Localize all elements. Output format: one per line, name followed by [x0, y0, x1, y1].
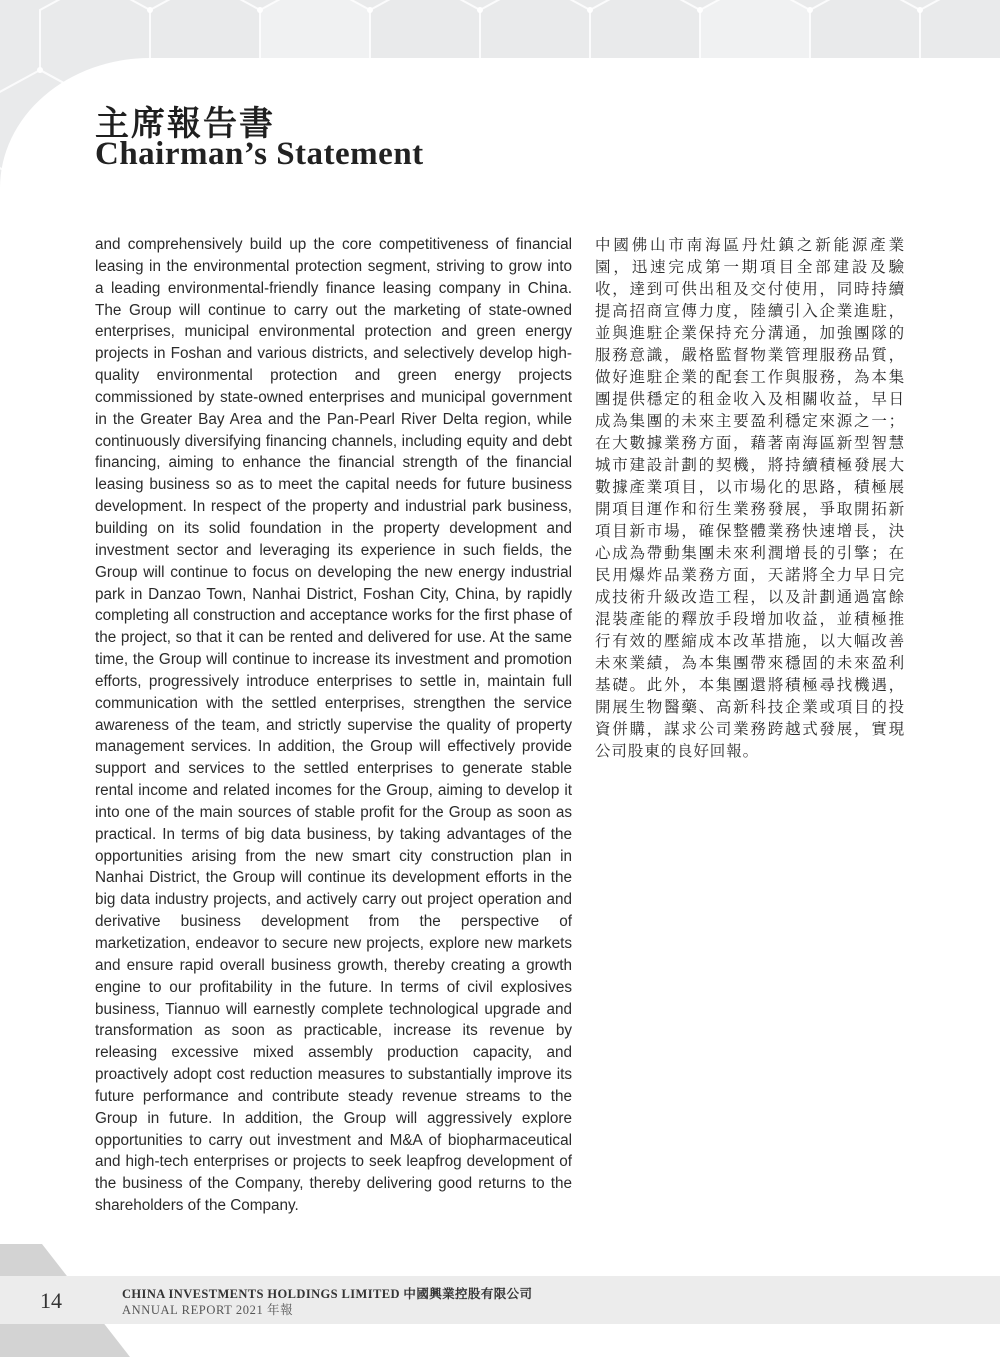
- footer-report-label: ANNUAL REPORT 2021 年報: [122, 1303, 294, 1317]
- page-title-english: Chairman’s Statement: [95, 136, 424, 172]
- page-number: 14: [40, 1288, 62, 1313]
- english-body-text: and comprehensively build up the core competitiveness of financial leasing in the environmental protection segment, striving to grow into a leading environmental-friendly finance leasing company in China. The Group will continue to carry out the marketing of state-owned enterprises, municipal environmental protection and green energy projects in Foshan and various districts, and selectively develop high-quality environmental protection and green energy projects commissioned by state-owned enterprises and municipal government in the Greater Bay Area and the Pan-Pearl River Delta region, while continuously diversifying financing channels, including equity and debt financing, aiming to enhance the financial strength of the financial leasing business so as to meet the capital needs for future business development. In respect of the property and industrial park business, building on its solid foundation in the property development and investment sector and leveraging its experience in such fields, the Group will continue to focus on developing the new energy industrial park in Danzao Town, Nanhai District, Foshan City, China, by rapidly completing all construction and acceptance works for the first phase of the project, so that it can be rented and delivered for use. At the same time, the Group will continue to increase its investment and promotion efforts, progressively introduce enterprises to settle in, maintain full communication with the settled enterprises, strengthen the service awareness of the team, and strictly supervise the quality of property management services. In addition, the Group will effectively provide support and services to the settled enterprises to generate stable rental income and related incomes for the Group, aiming to develop it into one of the main sources of stable profit for the Group as soon as practical. In terms of big data business, by taking advantages of the opportunities arising from the new smart city construction plan in Nanhai District, the Group will continue its development efforts in the big data industry projects, and actively carry out project operation and derivative business development from the perspective of marketization, endeavor to secure new projects, explore new markets and ensure rapid overall business growth, thereby creating a growth engine to our profitability in the future. In terms of civil explosives business, Tiannuo will earnestly complete technological upgrade and transformation as soon as practicable, increase its revenue by releasing excessive mixed assembly production capacity, and proactively adopt cost reduction measures to substantially improve its future performance and contribute steady revenue streams to the Group in future. In addition, the Group will aggressively explore opportunities to carry out investment and M&A of biopharmaceutical and high-tech enterprises or projects to seek leapfrog development of the business of the Company, thereby delivering good returns to the shareholders of the Company.: [95, 236, 572, 1215]
- chinese-body-text: 中國佛山市南海區丹灶鎮之新能源產業園，迅速完成第一期項目全部建設及驗收，達到可供出租及交付使用，同時持續提高招商宣傳力度，陸續引入企業進駐，並與進駐企業保持充分溝通，加強團隊的服務意識，嚴格監督物業管理服務品質，做好進駐企業的配套工作與服務，為本集團提供穩定的租金收入及相關收益，早日成為集團的未來主要盈利穩定來源之一；在大數據業務方面，藉著南海區新型智慧城市建設計劃的契機，將持續積極發展大數據產業項目，以市場化的思路，積極展開項目運作和衍生業務發展，爭取開拓新項目新市場，確保整體業務快速增長，決心成為帶動集團未來利潤增長的引擎；在民用爆炸品業務方面，天諾將全力早日完成技術升級改造工程，以及計劃通過富餘混裝產能的釋放手段增加收益，並積極推行有效的壓縮成本改革措施，以大幅改善未來業績，為本集團帶來穩固的未來盈利基礎。此外，本集團還將積極尋找機遇，開展生物醫藥、高新科技企業或項目的投資併購，謀求公司業務跨越式發展，實現公司股東的良好回報。: [595, 236, 905, 760]
- page-title-chinese: 主席報告書: [95, 104, 275, 144]
- footer-company-name: CHINA INVESTMENTS HOLDINGS LIMITED 中國興業控股有限公司: [122, 1287, 533, 1301]
